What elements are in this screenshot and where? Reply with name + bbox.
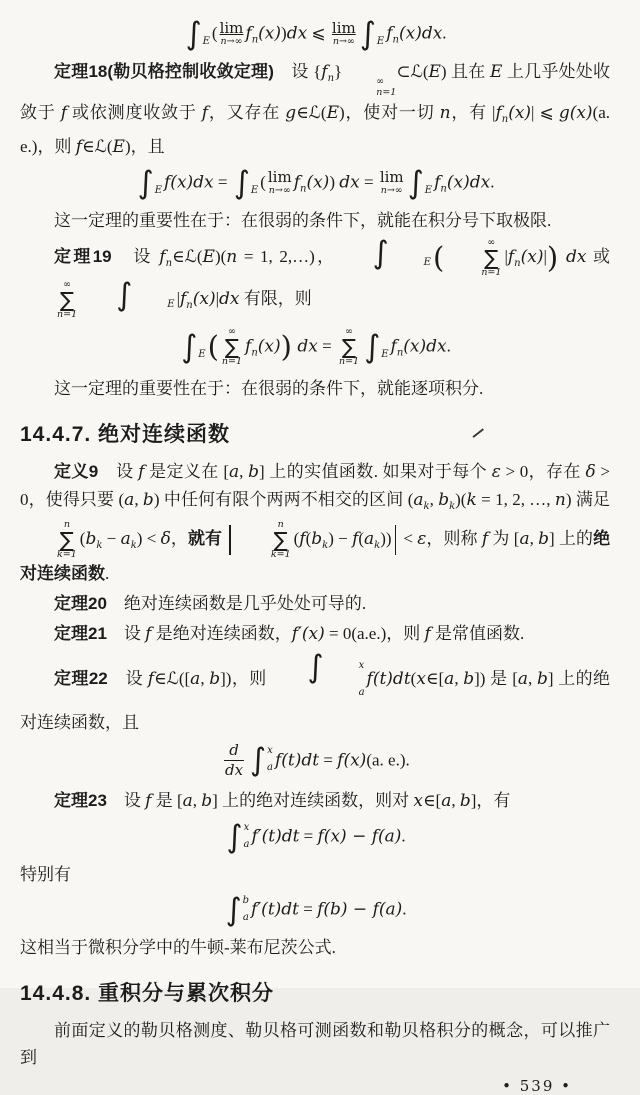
scan-artifact-mark [472,428,484,438]
formula-ftc-to-x: ∫ x a f′(t)dt = f(x) − f(a). [226,819,406,856]
theorem-22-paragraph: 定理22 设 f∈ℒ([a, b])，则 ∫ x a f(t)dt(x∈[a, b]) 是 [a, b] 上的绝对连续函数，且 [20,648,611,732]
formula-fatou-lemma: ∫ E ( lim n→∞ $f_n(x))dx$ ⩽ lim n→∞ ∫ E $f_n(x)dx$. [185,16,447,52]
section-14-4-8-intro-paragraph: 前面定义的勒贝格测度、勒贝格可测函数和勒贝格积分的概念，可以推广到 [20,1021,610,1068]
theorem-19-paragraph: 定理19 设 $f_n\in ℒ(E)(n = 1$, 2,…)， ∫ E ( ∞ ∑ n=1 $|f_n(x)|$) dx 或 ∞ ∑ n=1 ∫ E $|f_n(x)|dx$ 有限，则 [54,234,611,320]
section-heading-14-4-7-text: 14.4.7. 绝对连续函数 [20,422,231,446]
theorem-18-remark: 这一定理的重要性在于：在很弱的条件下，就能在积分号下取极限. [54,210,552,230]
theorem-20-paragraph: 定理20 绝对连续函数是几乎处处可导的. [54,593,367,613]
theorem-23-paragraph: 定理23 设 f 是 [a, b] 上的绝对连续函数，则对 x∈[a, b]，有 [54,791,511,812]
section-heading-14-4-7 [20,418,610,448]
newton-leibniz-remark: 这相当于微积分学中的牛顿-莱布尼茨公式. [20,938,336,958]
formula-derivative-of-integral: $\frac{d}{dx}$ ∫ x a f(t)dt = f(x)(a. e.). [225,740,410,779]
in-particular-text: 特别有 [20,865,71,885]
page-number: • 539 • [502,1077,572,1095]
formula-termwise-integration: ∫ E ( ∞ ∑ n=1 $f_n(x)$) dx = ∞ ∑ n=1 ∫ E $f_n(x)dx$. [181,325,451,367]
formula-dominated-convergence: ∫ E f(x)dx = ∫ E ( lim n→∞ $f_n(x)$) dx = lim n→∞ ∫ E $f_n(x)dx$. [137,164,495,201]
section-heading-14-4-8 [20,977,610,1007]
formula-ftc-to-b: ∫ b a f′(t)dt = f(b) − f(a). [225,892,407,929]
theorem-18-paragraph: 定理18(勒贝格控制收敛定理) 设 $\{f_n\}$ ∞ n=1 ⊂ℒ(E) 且在 E 上几乎处处收敛于 f 或依测度收敛于 f，又存在 g∈ℒ(E)，使对一切 n，有 $|f_n(x)|$ ⩽ g(x)(a. e.)，则 f∈ℒ(E)，且 [20,62,611,157]
section-heading-14-4-8-text: 14.4.8. 重积分与累次积分 [20,982,275,1006]
theorem-19-remark: 这一定理的重要性在于：在很弱的条件下，就能逐项积分. [54,378,484,398]
theorem-21-paragraph: 定理21 设 f 是绝对连续函数，f′(x) = 0(a.e.)，则 f 是常值函数. [54,623,525,644]
definition-9-paragraph: 定义9 设 f 是定义在 [a, b] 上的实值函数. 如果对于每个 ε > 0，存在 δ > 0，使得只要 (a, b) 中任何有限个两两不相交的区间 ($a_k$, $b_k)(k = 1$, 2, …, n) 满足 n ∑ k=1 $(b_k - a_k) < \delta$，就有 n ∑ k=1 $(f(b_k) - f(a_k)) < \varepsilon$，则称 f 为 [a, b] 上的绝对连续函数. [20,461,611,583]
